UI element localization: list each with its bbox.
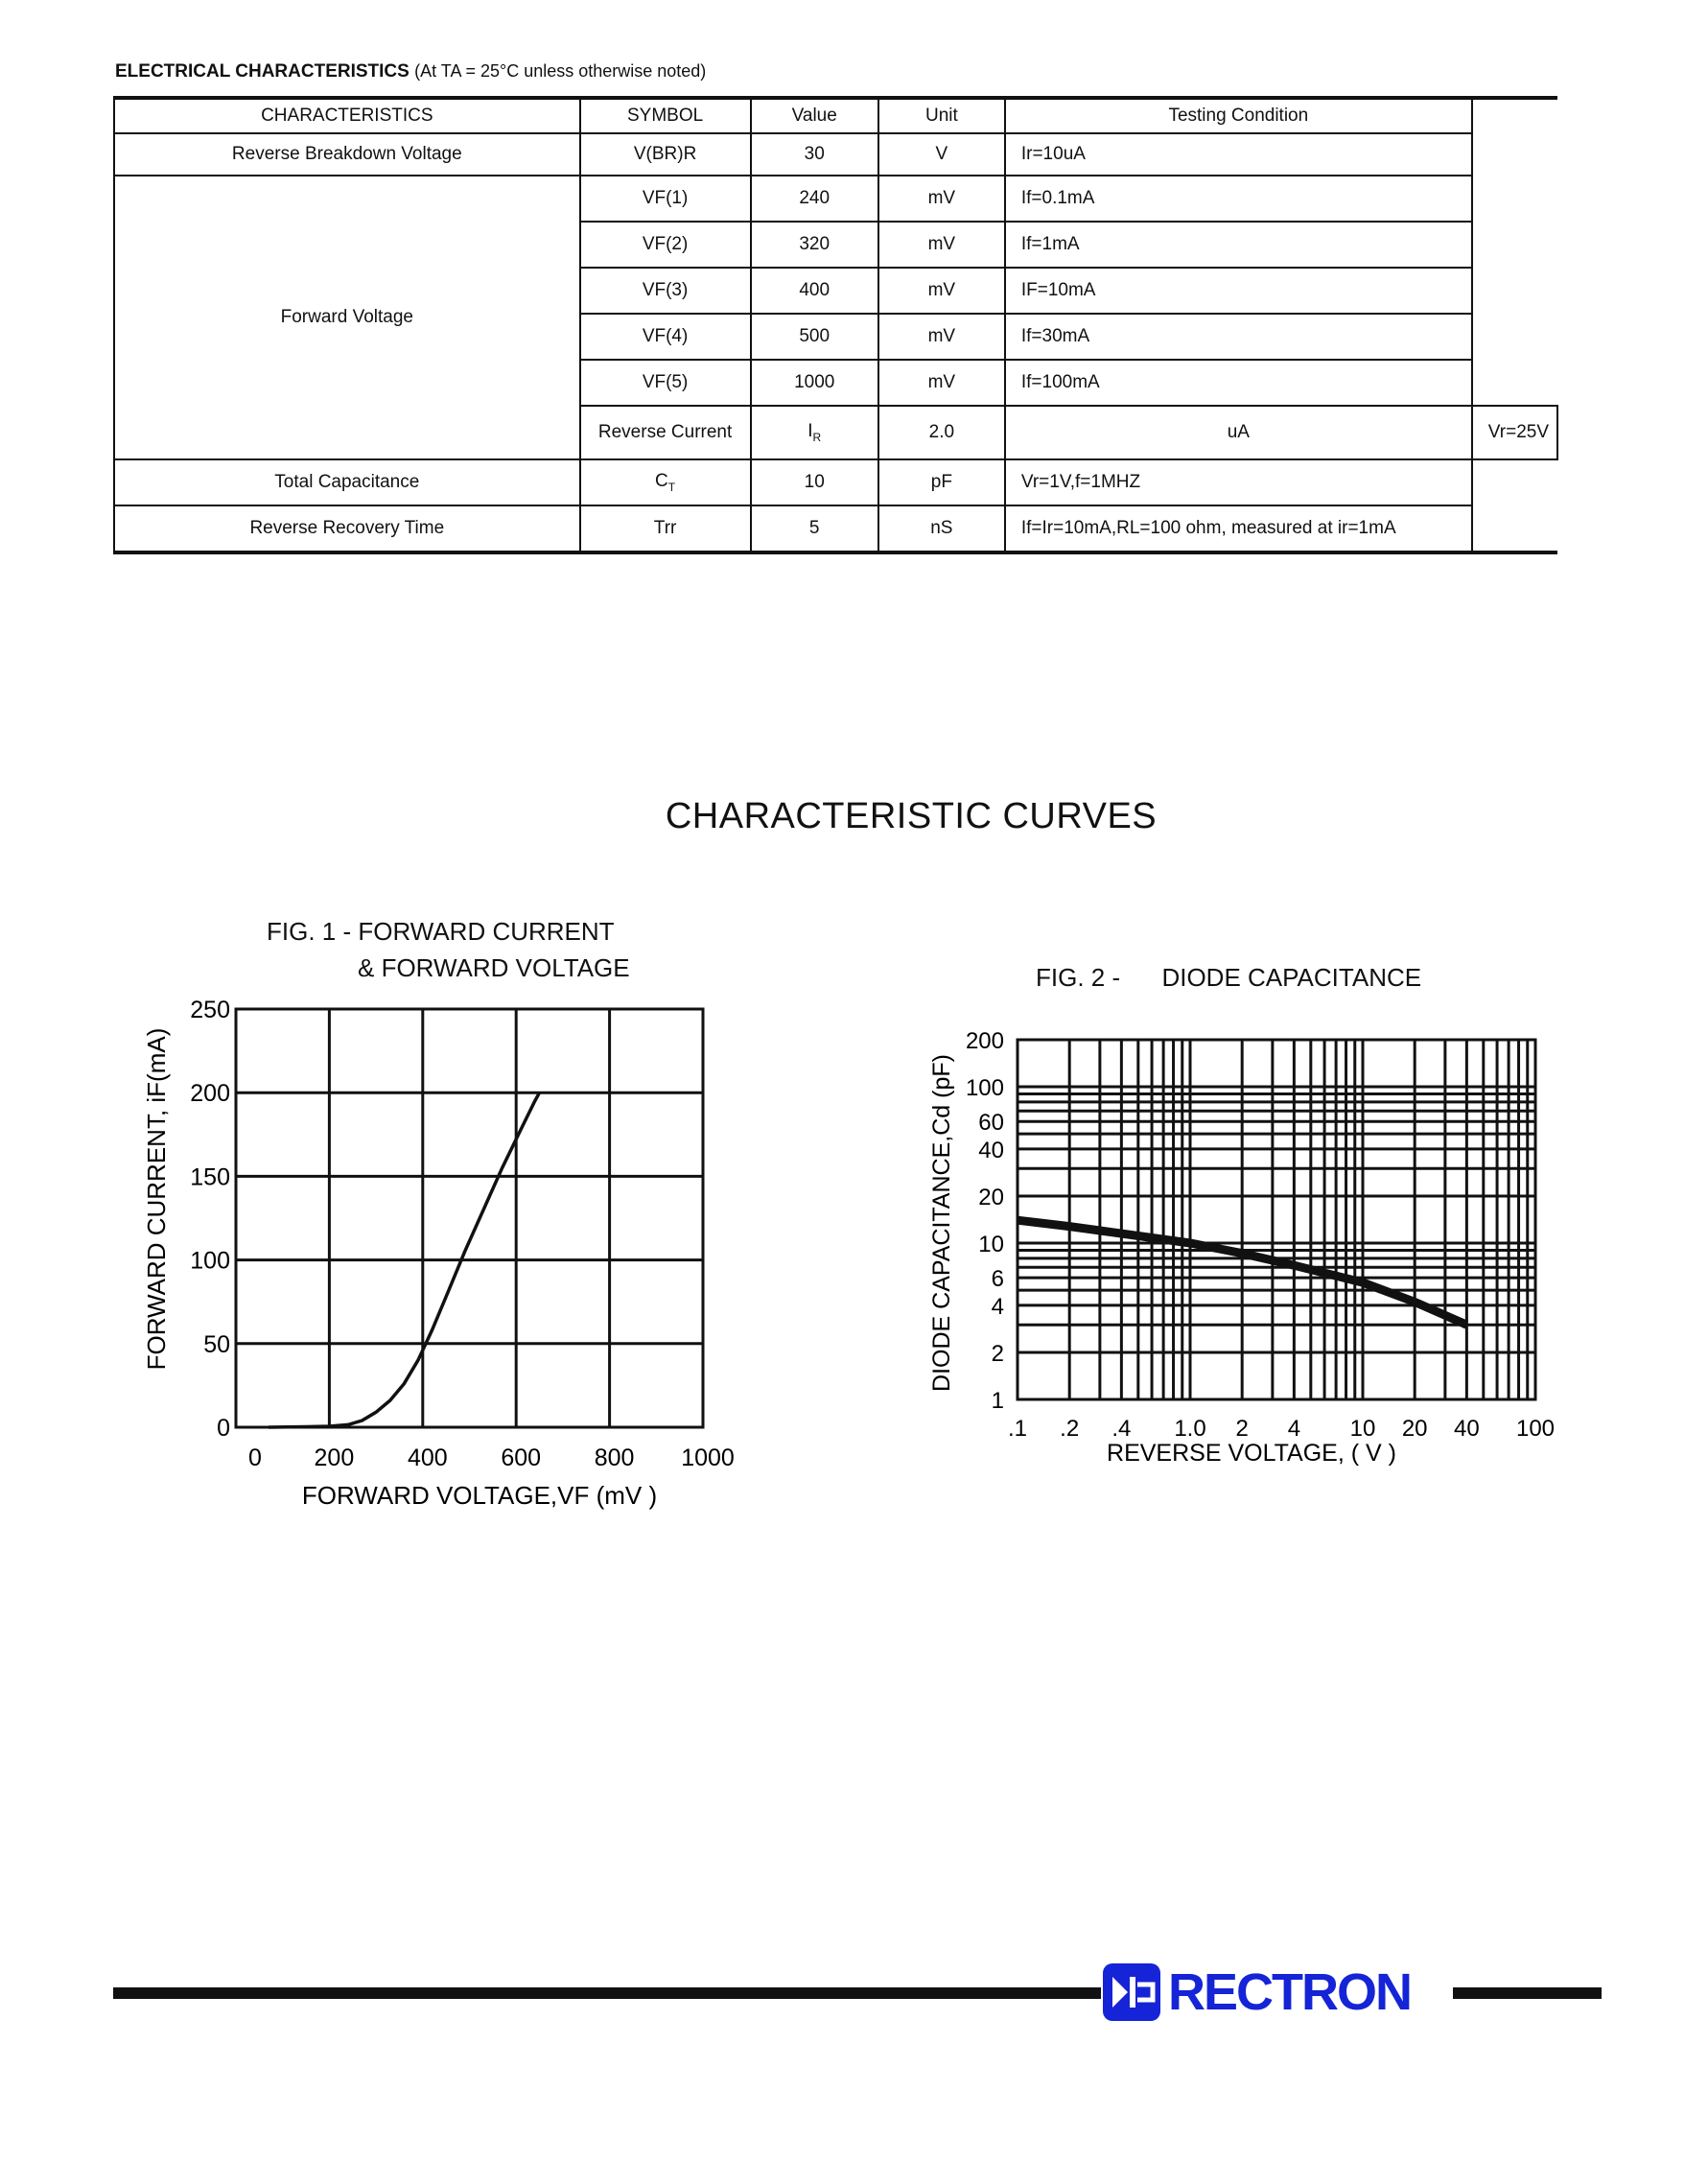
fig1-x-tick-label: 1000 (681, 1445, 735, 1471)
col-header-unit: Unit (878, 98, 1005, 133)
cell-symbol: VF(3) (580, 268, 751, 314)
fig2-y-tick-label: 100 (965, 1075, 1004, 1102)
fig1-y-axis-label: FORWARD CURRENT, iF(mA) (142, 1027, 171, 1371)
fig1-title-line2: & FORWARD VOLTAGE (358, 953, 630, 982)
cell-condition: Vr=25V (1472, 406, 1557, 459)
fig1-x-axis-label: FORWARD VOLTAGE,VF (mV ) (301, 1481, 658, 1510)
fig2-x-tick-label: 100 (1515, 1416, 1556, 1442)
fig1-x-tick-label: 0 (248, 1445, 262, 1471)
cell-characteristic: Forward Voltage (114, 176, 580, 459)
cell-condition: Ir=10uA (1005, 133, 1472, 176)
fig1-x-tick-label: 400 (407, 1445, 448, 1471)
cell-characteristic: Reverse Breakdown Voltage (114, 133, 580, 176)
fig2-y-tick-label: 2 (991, 1340, 1004, 1367)
cell-value: 320 (751, 222, 878, 268)
fig2-y-tick-label: 10 (978, 1232, 1004, 1258)
cell-unit: mV (878, 268, 1005, 314)
fig2-x-tick-label: 2 (1235, 1416, 1249, 1442)
fig2-x-tick-label: 1.0 (1174, 1416, 1206, 1442)
fig2-y-tick-label: 4 (991, 1293, 1004, 1320)
heading-note: (At TA = 25°C unless otherwise noted) (414, 61, 707, 81)
fig2-x-tick-label: 4 (1287, 1416, 1301, 1442)
cell-condition: IF=10mA (1005, 268, 1472, 314)
rectron-logo-icon (1103, 1963, 1160, 2021)
cell-symbol: VF(1) (580, 176, 751, 222)
cell-condition: If=30mA (1005, 314, 1472, 360)
fig2-y-axis-label: DIODE CAPACITANCE,Cd (pF) (928, 1054, 955, 1392)
cell-unit: pF (878, 459, 1005, 505)
fig1-y-tick-label: 0 (217, 1415, 230, 1442)
fig2-y-tick-label: 6 (991, 1266, 1004, 1293)
fig2-y-tick-label: 20 (978, 1184, 1004, 1210)
cell-characteristic: Reverse Recovery Time (114, 505, 580, 552)
cell-symbol: VF(2) (580, 222, 751, 268)
cell-unit: nS (878, 505, 1005, 552)
cell-unit: mV (878, 360, 1005, 406)
footer-rule-left (113, 1987, 1101, 1999)
fig1-y-tick-label: 200 (190, 1080, 230, 1108)
cell-unit: mV (878, 222, 1005, 268)
fig2-x-tick-label: .2 (1060, 1416, 1080, 1442)
fig2-y-tick-label: 200 (965, 1028, 1004, 1054)
fig2-title: FIG. 2 - DIODE CAPACITANCE (1036, 963, 1422, 992)
col-header-symbol: SYMBOL (580, 98, 751, 133)
fig2-x-tick-label: 40 (1454, 1416, 1480, 1442)
cell-value: 240 (751, 176, 878, 222)
symbol-main: I (807, 421, 813, 442)
symbol-sub: R (812, 430, 822, 444)
cell-unit: mV (878, 176, 1005, 222)
fig1-title-line1: FIG. 1 - FORWARD CURRENT (267, 917, 615, 946)
cell-condition: If=1mA (1005, 222, 1472, 268)
fig2-x-tick-label: .4 (1111, 1416, 1132, 1442)
cell-value: 500 (751, 314, 878, 360)
cell-symbol: V(BR)R (580, 133, 751, 176)
footer-rule-right (1453, 1987, 1602, 1999)
fig1-x-tick-label: 200 (314, 1445, 355, 1471)
cell-symbol: Trr (580, 505, 751, 552)
fig2-x-tick-label: .1 (1007, 1416, 1028, 1442)
fig1-x-tick-label: 800 (594, 1445, 635, 1471)
fig1-y-tick-label: 250 (190, 997, 230, 1023)
cell-value: 400 (751, 268, 878, 314)
cell-value: 5 (751, 505, 878, 552)
col-header-value: Value (751, 98, 878, 133)
cell-condition: If=100mA (1005, 360, 1472, 406)
fig2-y-tick-label: 1 (991, 1388, 1004, 1414)
logo-text: RECTRON (1168, 1963, 1411, 2021)
cell-condition: Vr=1V,f=1MHZ (1005, 459, 1472, 505)
symbol-main: C (655, 471, 668, 492)
cell-value: 30 (751, 133, 878, 176)
cell-unit: uA (1005, 406, 1472, 459)
cell-condition: If=Ir=10mA,RL=100 ohm, measured at ir=1mA (1005, 505, 1472, 552)
heading-title: ELECTRICAL CHARACTERISTICS (115, 61, 409, 82)
fig1-y-tick-label: 100 (190, 1247, 230, 1275)
section-title: CHARACTERISTIC CURVES (665, 796, 1158, 836)
cell-characteristic: Total Capacitance (114, 459, 580, 505)
col-header-characteristics: CHARACTERISTICS (114, 98, 580, 133)
fig2-x-tick-label: 10 (1349, 1416, 1376, 1442)
col-header-condition: Testing Condition (1005, 98, 1472, 133)
fig1-y-tick-label: 150 (190, 1163, 230, 1191)
cell-symbol: VF(5) (580, 360, 751, 406)
cell-value: 2.0 (878, 406, 1005, 459)
fig1-y-tick-label: 50 (203, 1330, 230, 1358)
fig2-x-tick-label: 20 (1401, 1416, 1428, 1442)
cell-value: 10 (751, 459, 878, 505)
cell-symbol: VF(4) (580, 314, 751, 360)
symbol-sub: T (667, 480, 676, 494)
brand-logo (1103, 1961, 1411, 2023)
cell-value: 1000 (751, 360, 878, 406)
cell-unit: V (878, 133, 1005, 176)
cell-unit: mV (878, 314, 1005, 360)
fig2-y-tick-label: 40 (978, 1137, 1004, 1163)
cell-characteristic: Reverse Current (580, 406, 751, 459)
cell-condition: If=0.1mA (1005, 176, 1472, 222)
fig2-y-tick-label: 60 (978, 1110, 1004, 1137)
fig2-x-axis-label: REVERSE VOLTAGE, ( V ) (1107, 1440, 1396, 1467)
fig1-x-tick-label: 600 (501, 1445, 542, 1471)
